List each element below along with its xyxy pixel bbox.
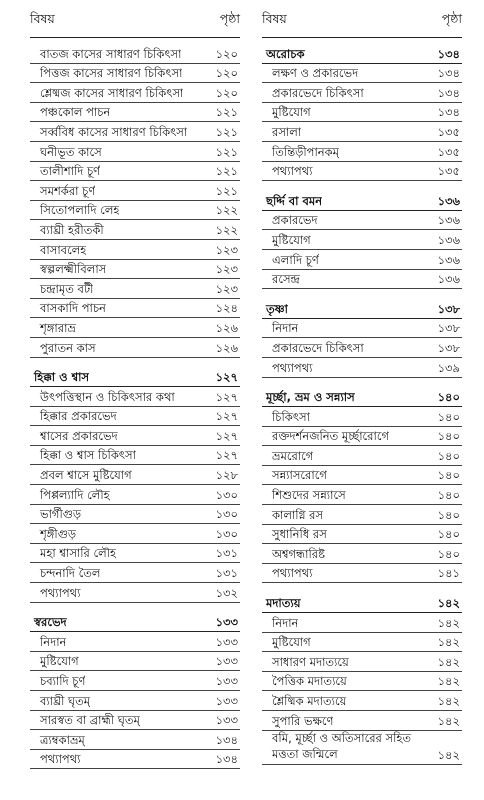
contents-entry: [262, 711, 462, 731]
entry-page-number: ১৩১: [215, 566, 238, 581]
entry-page-number: ১৩৮: [437, 301, 460, 316]
contents-entry: [30, 260, 240, 280]
entry-title: শ্লৈষ্মিক মদাত্যয়ে: [272, 694, 347, 708]
contents-entry: [30, 387, 240, 407]
contents-entry: [30, 750, 240, 770]
entry-title: প্রকারভেদ: [272, 213, 318, 228]
section-heading-row: [262, 44, 462, 64]
entry-page-number: ১৪২: [437, 747, 460, 762]
entry-title: তালীশাদি চূর্ণ: [40, 164, 101, 179]
entry-page-number: ১২৭: [215, 409, 238, 424]
entry-page-number: ১২৪: [215, 301, 238, 316]
entry-page-number: ১২১: [215, 183, 238, 198]
entry-page-number: ১৩৪: [437, 46, 460, 61]
entry-title: ছর্দ্দি বা বমন: [266, 193, 323, 208]
contents-entry: [30, 122, 240, 142]
left-column: [30, 0, 240, 769]
entry-page-number: ১৩৬: [437, 252, 460, 267]
entry-title: মুষ্টিযোগ: [272, 105, 311, 120]
entry-page-number: ১৩৫: [437, 164, 460, 179]
contents-entry: [262, 319, 462, 339]
entry-title: পথ্যাপথ্য: [40, 752, 81, 767]
entry-page-number: ১৪০: [437, 527, 460, 542]
entry-title: প্রকারভেদে চিকিৎসা: [272, 85, 364, 100]
entry-page-number: ১২১: [215, 124, 238, 139]
entry-title: কালাগ্নি রস: [272, 507, 324, 522]
entry-title: পথ্যাপথ্য: [272, 164, 313, 179]
contents-entry: [30, 103, 240, 123]
entry-title: পথ্যাপথ্য: [40, 585, 81, 600]
entry-title: সিতোপলাদি লেহ: [40, 203, 120, 218]
entry-page-number: ১৪০: [437, 468, 460, 483]
contents-entry: [30, 240, 240, 260]
entry-title: ব্যাঘ্রী হরীতকী: [40, 222, 104, 237]
entry-page-number: ১৪০: [437, 507, 460, 522]
section-heading-row: [30, 613, 240, 633]
contents-entry: [30, 181, 240, 201]
contents-entry: [262, 270, 462, 290]
entry-page-number: ১২৬: [215, 320, 238, 335]
entry-title: মুষ্টিযোগ: [40, 654, 79, 669]
contents-entry: [262, 338, 462, 358]
entry-title: ত্র্যম্বকাভ্রম্: [40, 732, 85, 747]
entry-title: সুপারি ভক্ষণে: [272, 713, 334, 728]
entry-title: হিক্কা ও শ্বাস: [34, 370, 90, 385]
contents-entry: [262, 633, 462, 653]
right-column: [262, 0, 462, 765]
entry-page-number: ১৪০: [437, 429, 460, 444]
entry-page-number: ১৩৬: [437, 272, 460, 287]
contents-entry: [262, 83, 462, 103]
entry-page-number: ১৪২: [437, 713, 460, 728]
contents-entry: [262, 250, 462, 270]
entry-title: চন্দনাদি তৈল: [40, 566, 101, 581]
entry-title: তিন্তিড়ীপানকম্: [272, 144, 340, 159]
entry-page-number: ১৩৫: [437, 144, 460, 159]
contents-entry: [30, 544, 240, 564]
entry-title: শৃঙ্গীগুড়: [40, 526, 77, 541]
entry-page-number: ১৩৬: [437, 213, 460, 228]
subject-heading: বিষয়: [262, 11, 287, 26]
entry-title: শৃঙ্গারাভ্র: [40, 320, 76, 335]
entry-page-number: ১৩০: [215, 507, 238, 522]
contents-entry: [30, 711, 240, 731]
entry-title: বাসকাদি পাচন: [40, 301, 106, 316]
entry-title: হিক্কার প্রকারভেদ: [40, 409, 117, 424]
section-heading-row: [262, 191, 462, 211]
left-contents-list: [30, 44, 240, 769]
entry-page-number: ১২৩: [215, 242, 238, 257]
entry-title: সারস্বত বা ব্রাহ্মী ঘৃতম্: [40, 713, 140, 728]
contents-entry: [262, 230, 462, 250]
contents-entry: [30, 583, 240, 603]
entry-title: সন্ন্যাসরোগে: [272, 468, 327, 483]
contents-entry: [262, 731, 462, 765]
entry-page-number: ১৩৩: [215, 674, 238, 688]
entry-page-number: ১৩৮: [437, 340, 460, 355]
entry-title: অরোচক: [266, 46, 305, 61]
entry-title: পৈত্তিক মদাত্যয়ে: [272, 674, 347, 689]
contents-entry: [262, 485, 462, 505]
entry-page-number: ১২৩: [215, 281, 238, 296]
entry-title: শিশুদের সন্ন্যাসে: [272, 488, 346, 503]
entry-title: ব্যাঘ্রী ঘৃতম্: [40, 693, 91, 708]
entry-page-number: ১৪২: [437, 694, 460, 708]
entry-page-number: ১৩৩: [215, 713, 238, 728]
entry-title: শ্লেষ্মজ কাসের সাধারণ চিকিৎসা: [40, 85, 184, 100]
section-gap: [262, 289, 462, 299]
entry-page-number: ১৩৩: [215, 634, 238, 649]
entry-page-number: ১৩৪: [437, 105, 460, 120]
entry-page-number: ১৩২: [215, 585, 238, 600]
entry-title: পুরাতন কাস: [40, 340, 96, 355]
contents-entry: [30, 446, 240, 466]
entry-title: মদাত্যয়: [266, 596, 301, 611]
entry-page-number: ১২৭: [215, 370, 238, 385]
contents-entry: [30, 730, 240, 750]
section-heading-row: [30, 368, 240, 388]
contents-entry: [30, 632, 240, 652]
entry-page-number: ১৪২: [437, 654, 460, 669]
entry-page-number: ১৩০: [215, 487, 238, 502]
entry-title: ভার্গীগুড়: [40, 507, 82, 522]
entry-page-number: ১৪২: [437, 674, 460, 689]
contents-entry: [30, 279, 240, 299]
entry-title: অশ্বগন্ধারিষ্ট: [272, 546, 326, 561]
entry-page-number: ১২২: [215, 203, 238, 218]
entry-page-number: ১২২: [215, 222, 238, 237]
entry-page-number: ১২৭: [215, 448, 238, 463]
entry-page-number: ১৩৪: [215, 752, 238, 767]
contents-entry: [30, 299, 240, 319]
entry-title: চন্দ্রামৃত বটী: [40, 281, 94, 296]
contents-entry: [262, 613, 462, 633]
entry-title: রসালা: [272, 124, 302, 139]
entry-page-number: ১২৩: [215, 262, 238, 277]
contents-entry: [262, 544, 462, 564]
contents-entry: [262, 672, 462, 692]
entry-title: নিদান: [40, 634, 67, 649]
entry-page-number: ১৩৬: [437, 193, 460, 208]
entry-title: রক্তদর্শনজনিত মূর্চ্ছারোগে: [272, 429, 389, 444]
entry-title: সর্ব্ববিধ কাসের সাধারণ চিকিৎসা: [40, 124, 188, 139]
entry-title: সুধানিধি রস: [272, 527, 327, 542]
entry-title: মুষ্টিযোগ: [272, 635, 311, 650]
contents-entry: [30, 162, 240, 182]
entry-page-number: ১২১: [215, 144, 238, 159]
section-gap: [262, 583, 462, 593]
contents-entry: [30, 407, 240, 427]
entry-page-number: ১৪২: [437, 615, 460, 630]
entry-title: তৃষ্ণা: [266, 301, 288, 316]
entry-page-number: ১৪০: [437, 390, 460, 405]
section-heading-row: [262, 299, 462, 319]
contents-entry: [30, 671, 240, 691]
entry-page-number: ১৩৫: [437, 124, 460, 139]
entry-page-number: ১৪০: [437, 488, 460, 503]
entry-page-number: ১৩৬: [437, 232, 460, 247]
contents-entry: [262, 691, 462, 711]
contents-entry: [30, 485, 240, 505]
entry-page-number: ১৩৩: [215, 615, 238, 630]
entry-page-number: ১৩৪: [437, 85, 460, 100]
entry-page-number: ১২৭: [215, 389, 238, 404]
entry-page-number: ১৪০: [437, 546, 460, 561]
section-heading-row: [262, 388, 462, 408]
entry-page-number: ১৪০: [437, 448, 460, 463]
contents-entry: [262, 142, 462, 162]
entry-title: সাধারণ মদাত্যয়ে: [272, 654, 349, 669]
subject-heading: বিষয়: [30, 11, 55, 26]
contents-entry: [30, 505, 240, 525]
entry-title: পথ্যাপথ্য: [272, 566, 313, 581]
entry-page-number: ১২৭: [215, 428, 238, 443]
entry-title: উৎপত্তিস্থান ও চিকিৎসার কথা: [40, 389, 175, 404]
section-gap: [30, 603, 240, 613]
contents-entry: [30, 318, 240, 338]
entry-title: স্বরভেদ: [34, 615, 67, 630]
entry-title: বাসাবলেহ: [40, 242, 87, 257]
contents-entry: [30, 338, 240, 358]
entry-page-number: ১৩৪: [437, 66, 460, 81]
contents-entry: [30, 691, 240, 711]
contents-entry: [30, 44, 240, 64]
entry-title: চিকিৎসা: [272, 409, 310, 424]
entry-page-number: ১২১: [215, 105, 238, 120]
contents-entry: [30, 465, 240, 485]
contents-entry: [262, 466, 462, 486]
section-gap: [262, 181, 462, 191]
left-column-header: [30, 0, 240, 38]
entry-title: বাতজ কাসের সাধারণ চিকিৎসা: [40, 46, 182, 61]
entry-title: স্বল্পলক্ষ্মীবিলাস: [40, 262, 107, 277]
entry-title: মুষ্টিযোগ: [272, 232, 311, 247]
entry-page-number: ১৪১: [437, 566, 460, 581]
entry-title: রসেন্দ্র: [272, 272, 300, 287]
entry-page-number: ১২৮: [215, 468, 238, 483]
entry-title: ভ্রমরোগে: [272, 448, 314, 463]
contents-entry: [262, 564, 462, 584]
entry-title: পথ্যাপথ্য: [272, 360, 313, 375]
contents-entry: [262, 505, 462, 525]
entry-title: নিদান: [272, 321, 299, 336]
entry-page-number: ১৪২: [437, 596, 460, 611]
entry-title: ঘনীভূত কাসে: [40, 144, 102, 159]
entry-page-number: ১৩০: [215, 526, 238, 541]
entry-page-number: ১৩৪: [215, 732, 238, 747]
contents-entry: [30, 64, 240, 84]
page-heading: পৃষ্ঠা: [441, 11, 462, 26]
contents-entry: [30, 652, 240, 672]
entry-page-number: ১২০: [215, 85, 238, 100]
entry-page-number: ১২৬: [215, 340, 238, 355]
entry-title: হিক্কা ও শ্বাস চিকিৎসা: [40, 448, 136, 463]
contents-entry: [262, 525, 462, 545]
entry-page-number: ১২০: [215, 66, 238, 81]
contents-entry: [262, 652, 462, 672]
contents-entry: [262, 103, 462, 123]
contents-entry: [262, 64, 462, 84]
page-heading: পৃষ্ঠা: [219, 11, 240, 26]
contents-entry: [30, 563, 240, 583]
section-gap: [262, 378, 462, 388]
contents-entry: [30, 201, 240, 221]
entry-page-number: ১৩১: [215, 546, 238, 561]
contents-entry: [30, 524, 240, 544]
right-contents-list: [262, 44, 462, 765]
contents-entry: [262, 162, 462, 182]
entry-title: সমশর্করা চূর্ণ: [40, 183, 96, 198]
contents-entry: [262, 211, 462, 231]
entry-title: প্রকারভেদে চিকিৎসা: [272, 340, 364, 355]
entry-title: মূর্চ্ছা, ভ্রম ও সন্ন্যাস: [266, 390, 355, 405]
entry-page-number: ১২১: [215, 164, 238, 179]
entry-page-number: ১২০: [215, 46, 238, 61]
contents-entry: [262, 427, 462, 447]
entry-title: নিদান: [272, 615, 299, 630]
entry-title: এলাদি চূর্ণ: [272, 252, 319, 267]
contents-entry: [30, 142, 240, 162]
entry-page-number: ১৪২: [437, 635, 460, 650]
contents-entry: [30, 426, 240, 446]
entry-title: শ্বাসের প্রকারভেদ: [40, 428, 118, 443]
entry-title: প্রবল শ্বাসে মুষ্টিযোগ: [40, 468, 132, 483]
contents-entry: [262, 446, 462, 466]
section-heading-row: [262, 593, 462, 613]
entry-page-number: ১৩৮: [437, 321, 460, 336]
contents-entry: [30, 220, 240, 240]
contents-entry: [262, 122, 462, 142]
entry-title: চব্যাদি চূর্ণ: [40, 674, 86, 688]
contents-entry: [262, 358, 462, 378]
entry-page-number: ১৩৯: [437, 360, 460, 375]
contents-entry: [30, 83, 240, 103]
entry-title: মহা শ্বাসারি লৌহ: [40, 546, 117, 561]
entry-page-number: ১৪০: [437, 409, 460, 424]
entry-title: পঞ্চকোল পাচন: [40, 105, 111, 120]
entry-title: পিত্তজ কাসের সাধারণ চিকিৎসা: [40, 66, 183, 81]
entry-title: বমি, মূর্চ্ছা ও অতিসারের সহিত মত্ততা জন্মিলে: [272, 730, 412, 761]
contents-entry: [262, 407, 462, 427]
entry-page-number: ১৩৩: [215, 693, 238, 708]
right-column-header: [262, 0, 462, 38]
section-gap: [30, 358, 240, 368]
entry-title: লক্ষণ ও প্রকারভেদ: [272, 66, 359, 81]
entry-page-number: ১৩৩: [215, 654, 238, 669]
entry-title: পিপ্পল্যাদি লৌহ: [40, 487, 110, 502]
